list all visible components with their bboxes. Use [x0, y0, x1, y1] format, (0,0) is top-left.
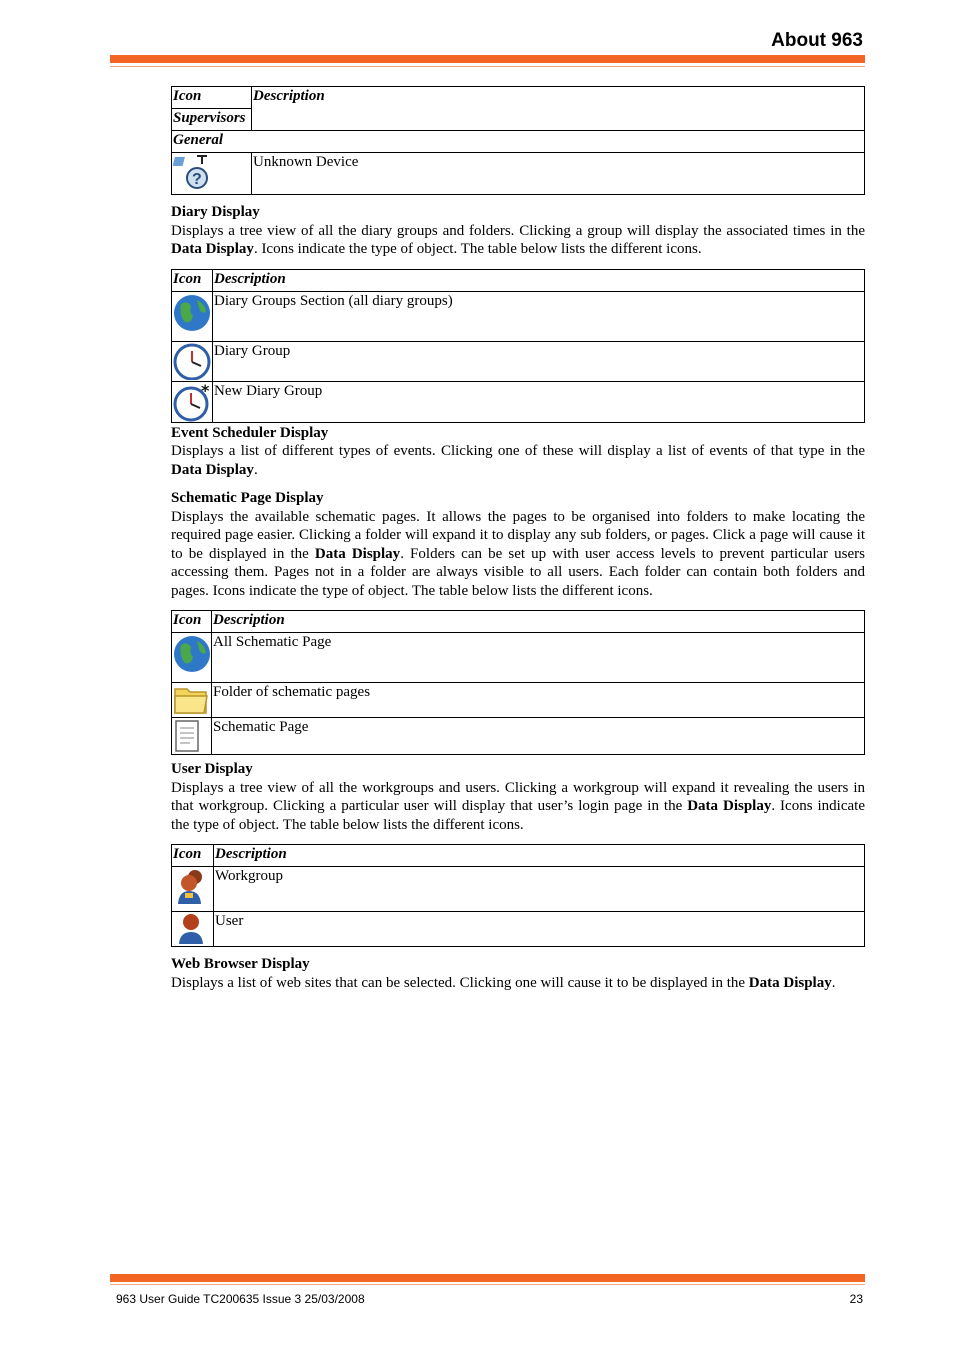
col-icon-header: Icon — [172, 87, 252, 109]
new-clock-icon — [173, 382, 213, 422]
user-desc: User — [214, 912, 865, 947]
col-icon-header: Icon — [172, 611, 212, 633]
user-section-title: User Display — [171, 761, 253, 777]
web-paragraph: Displays a list of web sites that can be selected. Clicking one will cause it to be displayed in the Data Display. — [171, 974, 836, 991]
col-description-header: Description — [214, 845, 865, 867]
clock-icon — [173, 342, 211, 380]
folder-of-schematic-pages-desc: Folder of schematic pages — [212, 683, 865, 718]
page-header-title: About 963 — [771, 30, 863, 51]
globe-icon-cell — [172, 633, 212, 683]
supervisors-icon-table — [171, 86, 865, 195]
header-rule-thin — [110, 66, 865, 67]
web-section-title: Web Browser Display — [171, 956, 310, 972]
user-icon-table — [171, 844, 865, 947]
page-footer — [116, 1292, 863, 1306]
unknown-device-icon-cell — [172, 153, 252, 195]
diary-group-desc: Diary Group — [213, 341, 865, 381]
globe-icon — [173, 292, 211, 332]
footer-rule — [110, 1274, 865, 1282]
col-description-header: Description — [213, 269, 865, 291]
diary-icon-table — [171, 269, 865, 423]
new-diary-group-desc: New Diary Group — [213, 381, 865, 422]
footer-rule-thin — [110, 1284, 865, 1285]
svg-text:*: * — [201, 381, 210, 400]
page-icon — [173, 718, 203, 754]
svg-text:?: ? — [192, 171, 202, 188]
user-paragraph: Displays a tree view of all the workgroups and users. Clicking a workgroup will expand it revealing the users in that workgroup. Clicking a particular user will display that user’s login page in the Data Display. Icons indicate the type of object. The table below lists the different icons. — [171, 779, 865, 833]
globe-icon-cell — [172, 291, 213, 341]
diary-section-title: Diary Display — [171, 204, 260, 220]
folder-icon — [173, 683, 209, 717]
page-icon-cell — [172, 718, 212, 755]
user-icon-cell — [172, 912, 214, 947]
header-rule — [110, 55, 865, 63]
col-description-header: Description — [252, 87, 865, 131]
schematic-paragraph: Displays the available schematic pages. It allows the pages to be organised into folders to make locating the required page easier. Clicking a folder will expand it to display any sub folders, or pages. Click a page will cause it to be displayed in the Data Display. Folders can be set up with user access levels to prevent particular users accessing them. Pages not in a folder are always visible to all users. Each folder can contain both folders and pages. Icons indicate the type of object. The table below lists the different icons. — [171, 508, 865, 599]
page-number: 23 — [849, 1292, 863, 1306]
workgroup-icon — [173, 867, 211, 907]
workgroup-desc: Workgroup — [214, 867, 865, 912]
unknown-device-icon — [173, 153, 209, 191]
diary-paragraph: Displays a tree view of all the diary groups and folders. Clicking a group will display the associated times in the Data Display. Icons indicate the type of object. The table below lists the different icons. — [171, 222, 865, 257]
globe-icon — [173, 633, 211, 673]
col-description-header: Description — [212, 611, 865, 633]
user-icon — [173, 912, 211, 946]
section-supervisors: Supervisors — [172, 109, 252, 131]
schematic-page-desc: Schematic Page — [212, 718, 865, 755]
diary-groups-section-desc: Diary Groups Section (all diary groups) — [213, 291, 865, 341]
page-content — [171, 86, 865, 992]
event-paragraph: Displays a list of different types of events. Clicking one of these will display a list of events of that type in the Data Display. — [171, 443, 865, 478]
event-section-title: Event Scheduler Display — [171, 424, 329, 441]
clock-icon-cell — [172, 341, 213, 381]
new-clock-icon-cell — [172, 381, 213, 422]
col-icon-header: Icon — [172, 845, 214, 867]
footer-doc-info: 963 User Guide TC200635 Issue 3 25/03/2008 — [116, 1292, 365, 1306]
all-schematic-page-desc: All Schematic Page — [212, 633, 865, 683]
unknown-device-desc: Unknown Device — [252, 153, 865, 195]
schematic-icon-table — [171, 610, 865, 755]
col-icon-header: Icon — [172, 269, 213, 291]
section-general: General — [172, 131, 865, 153]
schematic-section-title: Schematic Page Display — [171, 490, 324, 506]
folder-icon-cell — [172, 683, 212, 718]
workgroup-icon-cell — [172, 867, 214, 912]
